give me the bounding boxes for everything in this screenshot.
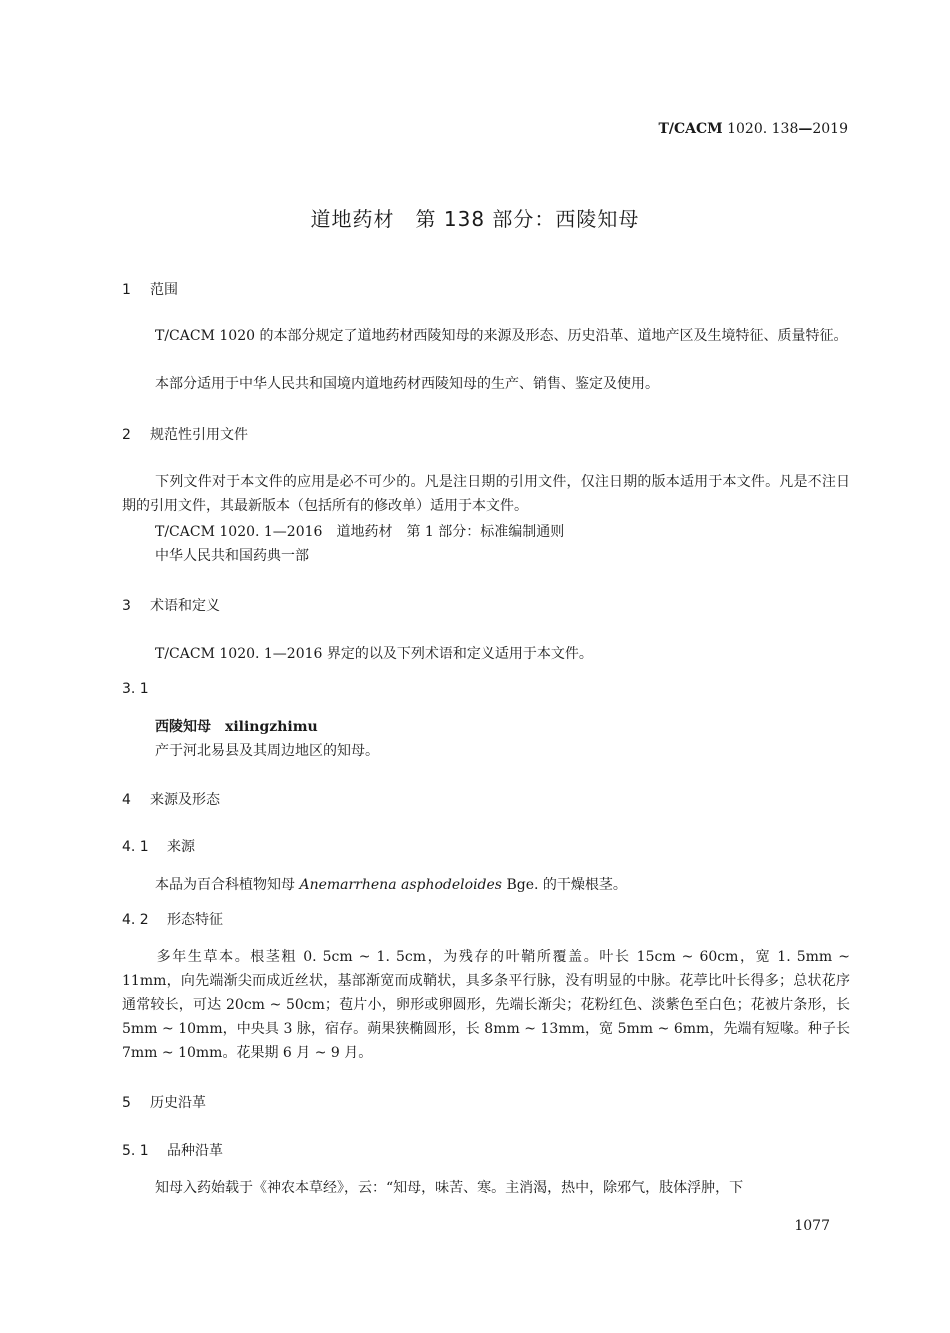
reference-1: T/CACM 1020. 1—2016 道地药材 第 1 部分：标准编制通则 (155, 524, 565, 540)
subsection-3-1-number: 3. 1 (122, 681, 149, 697)
section-4-2-paragraph: 多年生草本。根茎粗 0. 5cm ~ 1. 5cm，为残存的叶鞘所覆盖。叶长 15cm ~ 60cm，宽 1. 5mm ~ 11mm，向先端渐尖而成近丝状，基部渐宽而成鞘状，具多条平行脉，没有明显的中脉。花葶比叶长得多；总状花序通常较长，可达 20cm ~ 50cm；苞片小，卵形或卵圆形，先端长渐尖；花粉红色、淡紫色至白色；花被片条形，长 5mm ~ 10mm，中央具 3 脉，宿存。蒴果狭椭圆形，长 8mm ~ 13mm，宽 5mm ~ 6mm，先端有短喙。种子长 7mm ~ 10mm。花果期 6 月 ~ 9 月。 (122, 949, 850, 1061)
document-title: 道地药材 第 138 部分：西陵知母 (310, 207, 640, 231)
section-4-heading: 4 来源及形态 (122, 792, 220, 808)
section-3-paragraph-1: T/CACM 1020. 1—2016 界定的以及下列术语和定义适用于本文件。 (155, 646, 593, 662)
term-entry: 西陵知母 xilingzhimu (155, 719, 318, 735)
section-3-heading: 3 术语和定义 (122, 598, 220, 614)
section-4-1-heading: 4. 1 来源 (122, 839, 195, 855)
section-1-paragraph-1: T/CACM 1020 的本部分规定了道地药材西陵知母的来源及形态、历史沿革、道地产区及生境特征、质量特征。 (155, 328, 848, 344)
section-4-2-heading: 4. 2 形态特征 (122, 912, 223, 928)
section-4-1-paragraph: 本品为百合科植物知母 Anemarrhena asphodeloides Bge. 的干燥根茎。 (155, 877, 627, 893)
reference-2: 中华人民共和国药典一部 (155, 548, 309, 564)
section-5-heading: 5 历史沿革 (122, 1095, 206, 1111)
section-5-1-heading: 5. 1 品种沿革 (122, 1143, 223, 1159)
standard-number: T/CACM 1020. 138—2019 (658, 121, 848, 137)
term-definition: 产于河北易县及其周边地区的知母。 (155, 743, 379, 759)
section-2-paragraph-1: 下列文件对于本文件的应用是必不可少的。凡是注日期的引用文件，仅注日期的版本适用于本文件。凡是不注日期的引用文件，其最新版本（包括所有的修改单）适用于本文件。 (122, 474, 850, 514)
section-1-paragraph-2: 本部分适用于中华人民共和国境内道地药材西陵知母的生产、销售、鉴定及使用。 (155, 376, 659, 392)
page-number: 1077 (794, 1218, 830, 1234)
section-1-heading: 1 范围 (122, 282, 178, 298)
section-2-heading: 2 规范性引用文件 (122, 427, 248, 443)
section-5-1-paragraph: 知母入药始载于《神农本草经》，云：“知母，味苦、寒。主消渴，热中，除邪气，肢体浮肿，下 (155, 1180, 744, 1196)
